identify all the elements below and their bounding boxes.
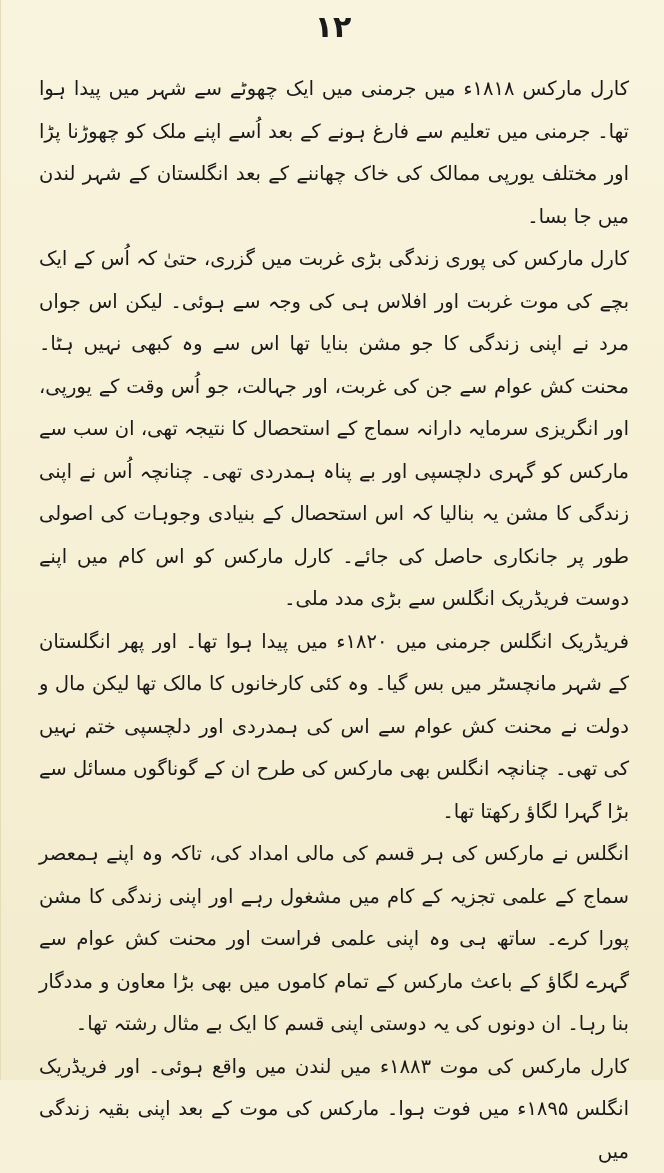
body-text (39, 68, 629, 1173)
paragraph-1: کارل مارکس ۱۸۱۸ء میں جرمنی میں ایک چھوٹے سے شہر میں پیدا ہوا تھا۔ جرمنی میں تعلیم سے فارغ ہونے کے بعد اُسے اپنے ملک کو چھوڑنا پڑا اور مختلف یورپی ممالک کی خاک چھاننے کے بعد انگلستان کے شہر لندن میں جا بسا۔ (39, 68, 629, 238)
paragraph-2: کارل مارکس کی پوری زندگی بڑی غربت میں گزری، حتیٰ کہ اُس کے ایک بچے کی موت غربت اور افلاس ہی کی وجہ سے ہوئی۔ لیکن اس جواں مرد نے اپنی زندگی کا جو مشن بنایا تھا اس سے وہ کبھی نہیں ہٹا۔ محنت کش عوام سے جن کی غربت، اور جہالت، جو اُس وقت کے یورپی، اور انگریزی سرمایہ دارانہ سماج کے استحصال کا نتیجہ تھی، ان سب سے مارکس کو گہری دلچسپی اور بے پناہ ہمدردی تھی۔ چنانچہ اُس نے اپنی زندگی کا مشن یہ بنالیا کہ اس استحصال کے بنیادی وجوہات کی اصولی طور پر جانکاری حاصل کی جائے۔ کارل مارکس کو اس کام میں اپنے دوست فریڈریک انگلس سے بڑی مدد ملی۔ (39, 238, 629, 621)
paragraph-3: فریڈریک انگلس جرمنی میں ۱۸۲۰ء میں پیدا ہوا تھا۔ اور پھر انگلستان کے شہر مانچسٹر میں بس گیا۔ وہ کئی کارخانوں کا مالک تھا لیکن مال و دولت نے محنت کش عوام سے اس کی ہمدردی اور دلچسپی ختم نہیں کی تھی۔ چنانچہ انگلس بھی مارکس کی طرح ان کے گوناگوں مسائل سے بڑا گہرا لگاؤ رکھتا تھا۔ (39, 621, 629, 834)
paragraph-4: انگلس نے مارکس کی ہر قسم کی مالی امداد کی، تاکہ وہ اپنے ہمعصر سماج کے علمی تجزیہ کے کام میں مشغول رہے اور اپنی زندگی کا مشن پورا کرے۔ ساتھ ہی وہ اپنی علمی فراست اور محنت کش عوام سے گہرے لگاؤ کے باعث مارکس کے تمام کاموں میں بھی بڑا معاون و مددگار بنا رہا۔ ان دونوں کی یہ دوستی اپنی قسم کا ایک بے مثال رشتہ تھا۔ (39, 833, 629, 1046)
page-number: ۱۲ (1, 10, 664, 45)
paragraph-5: کارل مارکس کی موت ۱۸۸۳ء میں لندن میں واقع ہوئی۔ اور فریڈریک انگلس ۱۸۹۵ء میں فوت ہوا۔ مارکس کی موت کے بعد اپنی بقیہ زندگی میں (39, 1046, 629, 1173)
